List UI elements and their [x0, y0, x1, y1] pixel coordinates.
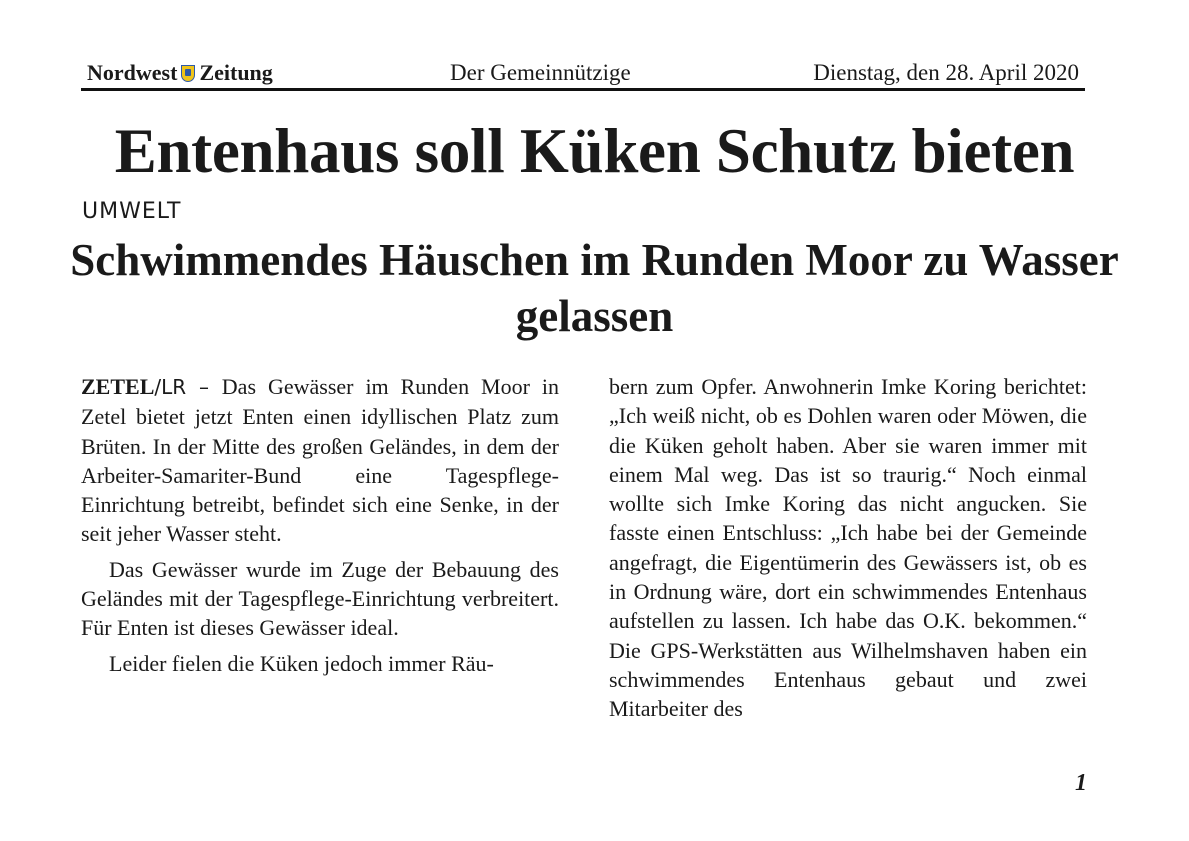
masthead-name-left: Nordwest [87, 60, 178, 85]
section-title: Der Gemeinnützige [450, 60, 631, 85]
article-paragraph: Leider fielen die Küken jedoch immer Räu- [109, 650, 494, 676]
masthead-name-right: Zeitung [199, 60, 273, 85]
coat-of-arms-icon [181, 65, 195, 82]
article-paragraph: bern zum Opfer. Anwohnerin Imke Koring berichtet: „Ich weiß nicht, ob es Dohlen waren oder Möwen, die die Küken geholt haben. Aber sie waren immer mit einem Mal weg. Das ist so traurig.“ Noch einmal wollte sich Imke Koring das nicht angucken. Sie fasste einen Entschluss: „Ich habe bei der Gemeinde angefragt, die Eigentümerin des Gewässers ist, ob es in Ordnung wäre, dort ein schwimmendes Entenhaus aufstellen zu lassen. Ich habe das O.K. bekommen.“ Die GPS-Werkstätten aus Wilhelmshaven haben ein schwimmendes Entenhaus gebaut und zwei Mitarbeiter des [609, 374, 1087, 722]
article-paragraph: Das Gewässer wurde im Zuge der Bebauung des Geländes mit der Tagespflege-Einrichtung verbreitert. Für Enten ist dieses Gewässer ideal. [81, 556, 559, 641]
article-paragraph [81, 372, 559, 549]
paragraph-text: Das Gewässer im Runden Moor in Zetel bietet jetzt Enten einen idyllischen Platz zum Brüten. In der Mitte des großen Geländes, in dem der Arbeiter-Samariter-Bund eine Tagespflege-Einrichtung betreibt, befindet sich eine Senke, in der seit jeher Wasser steht. [81, 374, 559, 547]
article-subheadline: Schwimmendes Häuschen im Runden Moor zu Wasser gelassen [70, 235, 1119, 341]
page-header [81, 58, 1085, 88]
header-rule [81, 88, 1085, 91]
article-kicker: UMWELT [82, 199, 182, 224]
article-column-right [609, 372, 1087, 724]
article-column-left [81, 372, 559, 678]
dateline-place: ZETEL [81, 374, 155, 399]
newspaper-masthead [87, 58, 273, 88]
publication-date: Dienstag, den 28. April 2020 [813, 60, 1079, 85]
article-headline: Entenhaus soll Küken Schutz bieten [114, 116, 1075, 186]
page-number: 1 [1075, 770, 1087, 796]
dateline-source: /LR – [154, 375, 222, 399]
